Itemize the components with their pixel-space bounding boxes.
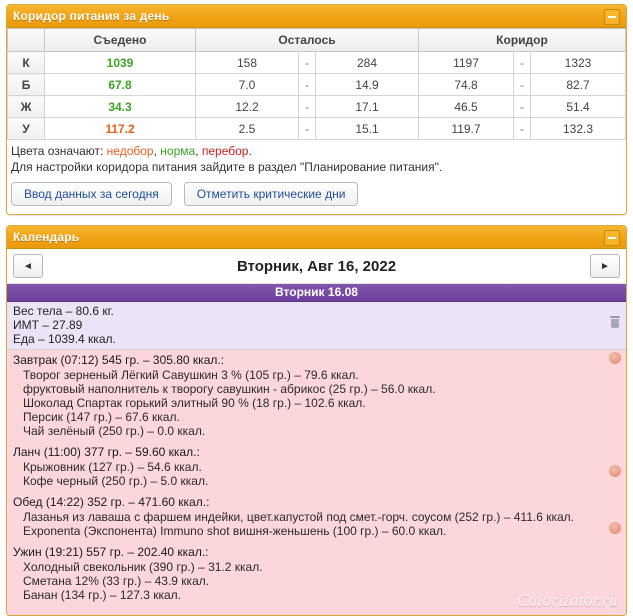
table-row (8, 74, 626, 96)
dash-zh: - (299, 96, 316, 118)
calendar-nav (7, 249, 626, 284)
meal-item: Творог зерненый Лёгкий Савушкин 3 % (105 гр.) – 79.6 ккал. (23, 368, 359, 382)
next-day-button[interactable]: ► (590, 254, 620, 278)
collapse-icon[interactable] (604, 230, 620, 246)
left-min-u: 2.5 (196, 118, 299, 140)
bmi-line: ИМТ – 27.89 (13, 318, 83, 332)
legend-over: перебор (201, 144, 249, 158)
corridor-dash-u: - (514, 118, 531, 140)
dash-k: - (299, 52, 316, 74)
legend-sep-2: , (195, 144, 202, 158)
meal-item: Exponenta (Экспонента) Immuno shot вишня-женьшень (100 гр.) – 60.0 ккал. (23, 524, 447, 538)
left-min-k: 158 (196, 52, 299, 74)
mark-critical-days-button[interactable]: Отметить критические дни (184, 182, 359, 206)
calendar-panel (6, 225, 627, 616)
table-row (8, 52, 626, 74)
meals-list (7, 350, 626, 615)
row-label-zh: Ж (8, 96, 45, 118)
legend (7, 140, 626, 158)
day-summary (7, 302, 626, 350)
left-max-u: 15.1 (316, 118, 419, 140)
corridor-dash-k: - (514, 52, 531, 74)
legend-under: недобор (106, 144, 154, 158)
col-header-left: Осталось (196, 29, 419, 52)
left-max-k: 284 (316, 52, 419, 74)
meal-item: Кофе черный (250 гр.) – 5.0 ккал. (23, 474, 209, 488)
corridor-min-k: 1197 (419, 52, 514, 74)
meal-title: Завтрак (07:12) 545 гр. – 305.80 ккал.: (13, 353, 225, 367)
corridor-max-b: 82.7 (531, 74, 626, 96)
dash-u: - (299, 118, 316, 140)
table-row (8, 96, 626, 118)
corridor-dash-zh: - (514, 96, 531, 118)
left-min-zh: 12.2 (196, 96, 299, 118)
nutrition-button-row (7, 180, 626, 214)
legend-prefix: Цвета означают: (11, 144, 107, 158)
day-header: Вторник 16.08 (7, 284, 626, 302)
meal-item: Крыжовник (127 гр.) – 54.6 ккал. (23, 460, 202, 474)
left-min-b: 7.0 (196, 74, 299, 96)
row-label-u: У (8, 118, 45, 140)
table-row (8, 118, 626, 140)
corridor-max-zh: 51.4 (531, 96, 626, 118)
delete-weight-icon[interactable] (610, 316, 620, 328)
planning-info-text: Для настройки коридора питания зайдите в раздел "Планирование питания". (11, 160, 443, 174)
table-header-row (8, 29, 626, 52)
meal-item: Холодный свекольник (390 гр.) – 31.2 ккал. (23, 560, 263, 574)
food-total-line: Еда – 1039.4 ккал. (13, 332, 116, 346)
body-weight-line: Вес тела – 80.6 кг. (13, 304, 114, 318)
watermark: Calorizator.ru (516, 591, 618, 610)
left-max-b: 14.9 (316, 74, 419, 96)
dash-b: - (299, 74, 316, 96)
edit-meal-icon[interactable] (609, 465, 621, 477)
eaten-zh: 34.3 (45, 96, 196, 118)
collapse-icon[interactable] (604, 9, 620, 25)
corridor-min-b: 74.8 (419, 74, 514, 96)
nutrition-table (7, 28, 626, 140)
meal-block (13, 353, 620, 438)
row-label-k: К (8, 52, 45, 74)
enter-today-data-button[interactable]: Ввод данных за сегодня (11, 182, 172, 206)
col-header-blank (8, 29, 45, 52)
left-max-zh: 17.1 (316, 96, 419, 118)
col-header-corridor: Коридор (419, 29, 626, 52)
meal-title: Ужин (19:21) 557 гр. – 202.40 ккал.: (13, 545, 209, 559)
calendar-panel-title: Календарь (13, 230, 80, 244)
meal-item: фруктовый наполнитель к творогу савушкин - абрикос (25 гр.) – 56.0 ккал. (23, 382, 436, 396)
current-date-label: Вторник, Авг 16, 2022 (236, 257, 397, 275)
nutrition-panel-body (7, 28, 626, 214)
nutrition-panel-header (7, 5, 626, 28)
legend-suffix: . (248, 144, 252, 158)
meal-item: Персик (147 гр.) – 67.6 ккал. (23, 410, 180, 424)
legend-norm: норма (160, 144, 196, 158)
edit-meal-icon[interactable] (609, 352, 621, 364)
row-label-b: Б (8, 74, 45, 96)
col-header-eaten: Съедено (45, 29, 196, 52)
meal-item: Лазанья из лаваша с фаршем индейки, цвет.капустой под смет.-горч. соусом (252 гр.) – 411.6 ккал. (23, 510, 574, 524)
meal-title: Обед (14:22) 352 гр. – 471.60 ккал.: (13, 495, 210, 509)
meal-block (13, 445, 620, 488)
eaten-u: 117.2 (45, 118, 196, 140)
meal-block (13, 495, 620, 538)
eaten-b: 67.8 (45, 74, 196, 96)
meal-title: Ланч (11:00) 377 гр. – 59.60 ккал.: (13, 445, 200, 459)
eaten-k: 1039 (45, 52, 196, 74)
nutrition-panel-title: Коридор питания за день (13, 9, 170, 23)
meal-item: Чай зелёный (250 гр.) – 0.0 ккал. (23, 424, 206, 438)
meal-item: Сметана 12% (33 гр.) – 43.9 ккал. (23, 574, 210, 588)
corridor-dash-b: - (514, 74, 531, 96)
corridor-min-u: 119.7 (419, 118, 514, 140)
legend-sep-1: , (153, 144, 161, 158)
calendar-panel-header (7, 226, 626, 249)
prev-day-button[interactable]: ◄ (13, 254, 43, 278)
corridor-max-u: 132.3 (531, 118, 626, 140)
edit-meal-icon[interactable] (609, 522, 621, 534)
meal-item: Шоколад Спартак горький элитный 90 % (18 гр.) – 102.6 ккал. (23, 396, 366, 410)
meal-item: Банан (134 гр.) – 127.3 ккал. (23, 588, 182, 602)
corridor-max-k: 1323 (531, 52, 626, 74)
nutrition-panel (6, 4, 627, 215)
corridor-min-zh: 46.5 (419, 96, 514, 118)
